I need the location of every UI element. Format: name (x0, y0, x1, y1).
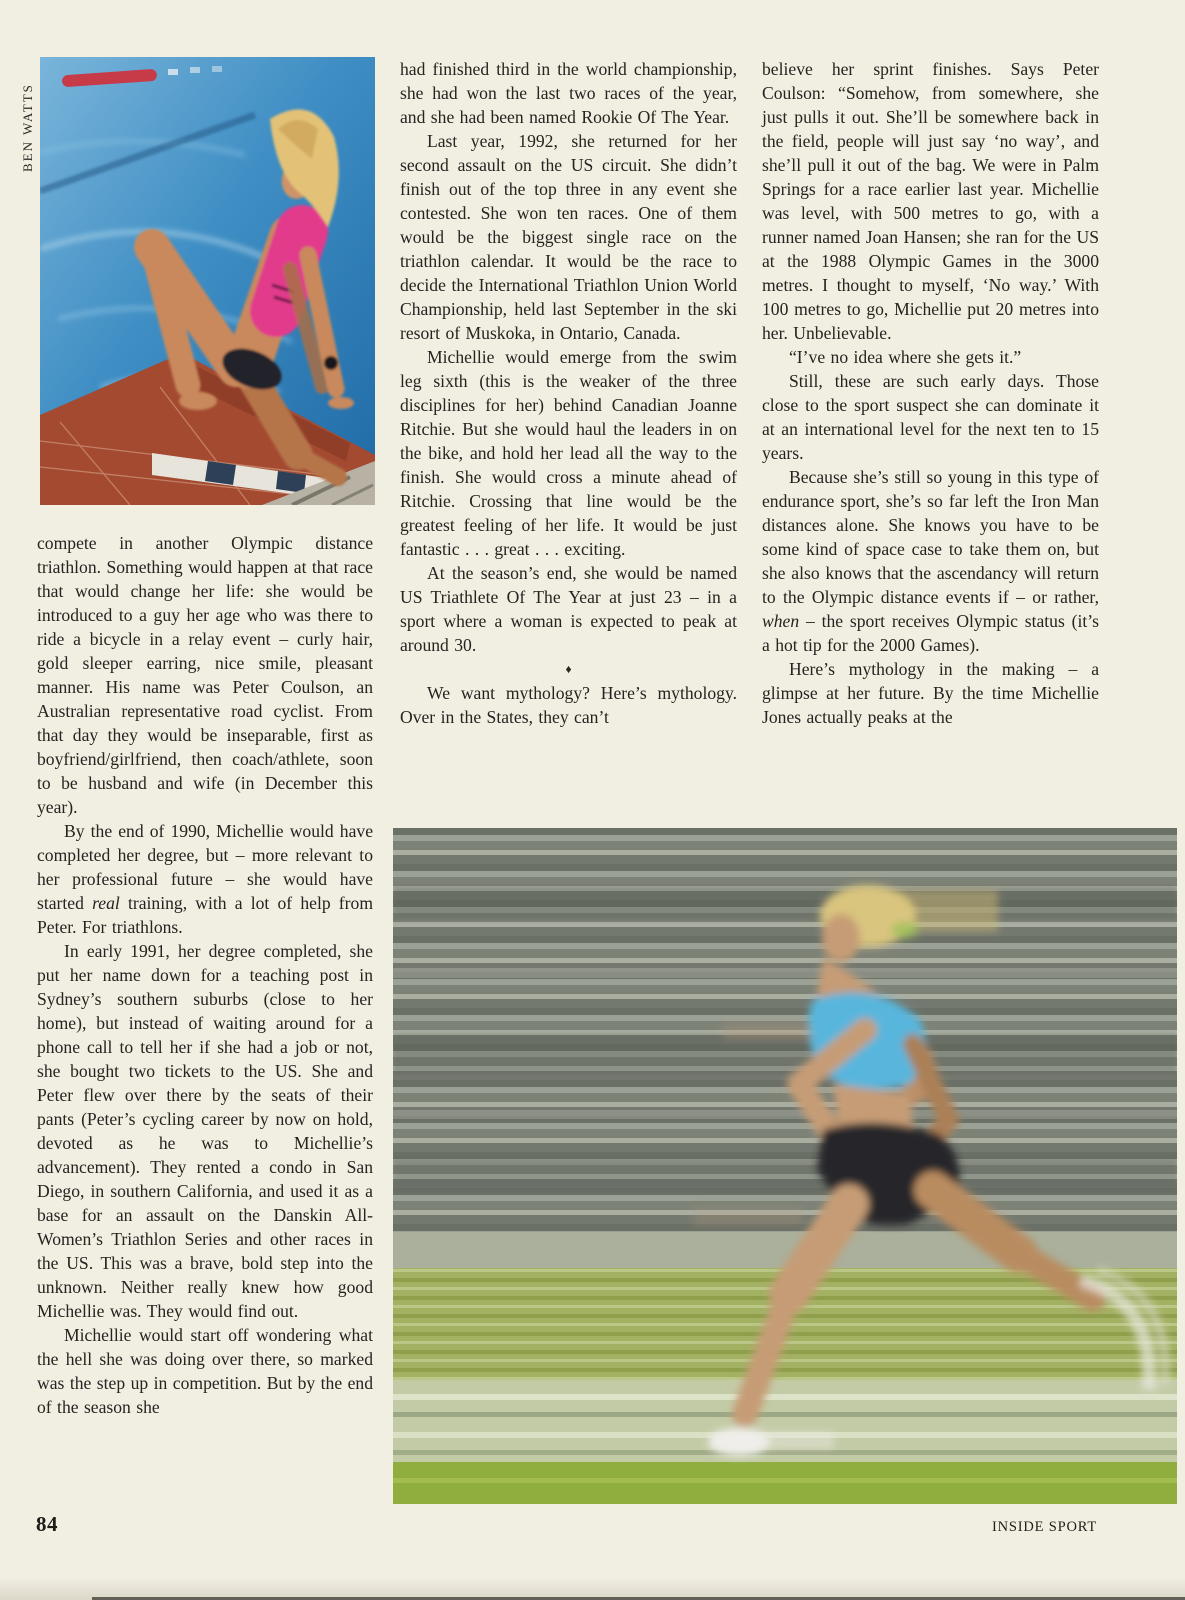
column-2-lower (400, 681, 737, 729)
paragraph: Still, these are such early days. Those close to the sport suspect she can dominate it at an international level for the next ten to 15 years. (762, 371, 1099, 463)
paragraph: compete in another Olympic distance triathlon. Something would happen at that race that would change her life: she would be introduced to a guy her age who was there to ride a bicycle in a relay event – curly hair, gold sleeper earring, nice smile, pleasant manner. His name was Peter Coulson, an Australian representative road cyclist. From that day they would be inseparable, first as boyfriend/girlfriend, then coach/athlete, soon to be husband and wife (in December this year). (37, 533, 373, 817)
paragraph: believe her sprint finishes. Says Peter Coulson: “Somehow, from somewhere, she just pulls it out. She’ll be somewhere back in the field, people will just say ‘no way’, and she’ll pull it out of the bag. We were in Palm Springs for a race earlier last year. Michellie was level, with 500 metres to go, with a runner named Joan Hansen; she ran for the US at the 1988 Olympic Games in the 3000 metres. I thought to myself, ‘No way.’ With 100 metres to go, Michellie put 20 metres into her. Unbelievable. (762, 59, 1099, 343)
column-2-upper (400, 57, 737, 657)
article-column-2 (400, 57, 737, 729)
pool-photo (40, 57, 375, 505)
paragraph: Last year, 1992, she returned for her second assault on the US circuit. She didn’t finish out of the top three in any event she contested. She won ten races. One of them would be the biggest single race on the triathlon calendar. It would be the race to decide the International Triathlon Union World Championship, held last September in the ski resort of Muskoka, in Ontario, Canada. (400, 131, 737, 343)
article-column-3 (762, 57, 1099, 729)
pool-photo-illustration (40, 57, 375, 505)
paragraph: “I’ve no idea where she gets it.” (789, 347, 1022, 367)
paragraph: By the end of 1990, Michellie would have completed her degree, but – more relevant to her professional future – she would have started real training, with a lot of help from Peter. For triathlons. (37, 821, 374, 937)
paragraph: Michellie would start off wondering what the hell she was doing over there, so marked was the step up in competition. But by the end of the season she (37, 1325, 373, 1417)
paragraph: Michellie would emerge from the swim leg sixth (this is the weaker of the three disciplines for her) behind Canadian Joanne Ritchie. But she would haul the leaders in on the bike, and hold her lead all the way to the finish. She would cross a minute ahead of Ritchie. Crossing that line would be the greatest feeling of her life. It would be just fantastic . . . great . . . exciting. (400, 347, 737, 559)
paragraph: had finished third in the world championship, she had won the last two races of the year, and she had been named Rookie Of The Year. (400, 59, 737, 127)
article-column-1 (37, 531, 373, 1419)
paragraph: Because she’s still so young in this type of endurance sport, she’s so far left the Iron Man distances alone. She knows you have to be some kind of space case to take them on, but she also knows that the ascendancy will return to the Olympic distance events if – or rather, when – the sport receives Olympic status (it’s a hot tip for the 2000 Games). (762, 467, 1099, 655)
page-number: 84 (36, 1512, 58, 1536)
paragraph: At the season’s end, she would be named US Triathlete Of The Year at just 23 – in a sport where a woman is expected to peak at around 30. (400, 563, 737, 655)
runner-photo (393, 828, 1177, 1504)
magazine-name: INSIDE SPORT (991, 1519, 1097, 1535)
paragraph: In early 1991, her degree completed, she put her name down for a teaching post in Sydney’s southern suburbs (close to her home), but instead of waiting around for a phone call to tell her if she had a job or not, she bought two tickets to the US. She and Peter flew over there by the seats of their pants (Peter’s cycling career by now on hold, devoted as he was to Michellie’s advancement). They rented a condo in San Diego, in southern California, and used it as a base for an assault on the Danskin All-Women’s Triathlon Series and other races in the US. This was a brave, bold step into the unknown. Neither really knew how good Michellie was. They would find out. (37, 941, 373, 1321)
paragraph: Here’s mythology in the making – a glimpse at her future. By the time Michellie Jones actually peaks at the (762, 659, 1099, 727)
photo-credit: BEN WATTS (20, 83, 35, 172)
diamond-separator-icon: ♦ (565, 662, 572, 676)
runner-photo-illustration (393, 828, 1177, 1504)
paragraph: We want mythology? Here’s mythology. Over in the States, they can’t (400, 683, 737, 727)
